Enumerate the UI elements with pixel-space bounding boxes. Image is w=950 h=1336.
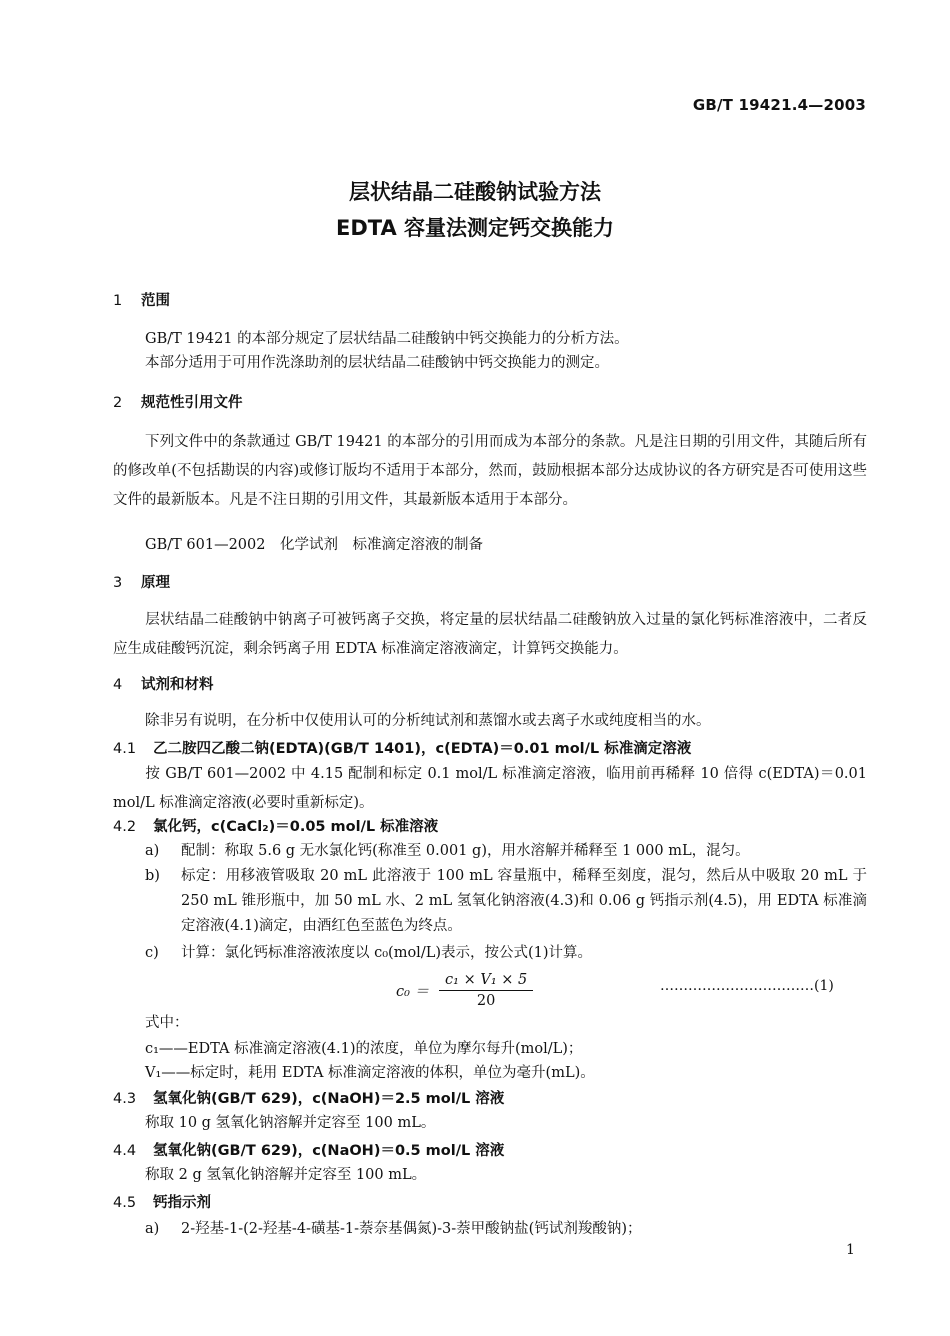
- document-title: [0, 174, 950, 246]
- subsection-4-4-heading: [113, 1140, 504, 1162]
- s1-paragraph-2: 本部分适用于可用作洗涤助剂的层状结晶二硅酸钠中钙交换能力的测定。: [145, 355, 609, 371]
- item-label: b): [145, 868, 160, 884]
- subsection-number: 4.4: [113, 1143, 137, 1159]
- s45-item-a: [145, 1218, 641, 1240]
- item-text: 标定：用移液管吸取 20 mL 此溶液于 100 mL 容量瓶中，稀释至刻度，混匀，然后从中吸取 20 mL 于 250 mL 锥形瓶中，加 50 mL 水、2 mL 氢氧化钠溶液(4.3)和 0.06 g 钙指示剂(4.5)，用 EDTA 标准滴定溶液(4.1)滴定，由酒红色至蓝色为终点。: [181, 868, 867, 934]
- s42-item-a: [145, 840, 750, 862]
- variable-v1: V₁——标定时，耗用 EDTA 标准滴定溶液的体积，单位为毫升(mL)。: [145, 1065, 595, 1081]
- formula-denominator: 20: [476, 993, 496, 1009]
- item-text: 2-羟基-1-(2-羟基-4-磺基-1-萘奈基偶氮)-3-萘甲酸钠盐(钙试剂羧酸钠)；: [181, 1221, 642, 1237]
- s3-paragraph-1-text: 层状结晶二硅酸钠中钠离子可被钙离子交换，将定量的层状结晶二硅酸钠放入过量的氯化钙标准溶液中，二者反应生成硅酸钙沉淀，剩余钙离子用 EDTA 标准滴定溶液滴定，计算钙交换能力。: [113, 612, 867, 657]
- s42-item-b: [145, 864, 867, 939]
- where-label: 式中：: [145, 1015, 189, 1031]
- s41-body-text: 按 GB/T 601—2002 中 4.15 配制和标定 0.1 mol/L 标准滴定溶液，临用前再稀释 10 倍得 c(EDTA)＝0.01 mol/L 标准滴定溶液(必要时重新标定)。: [113, 766, 867, 811]
- s2-paragraph-1: [113, 428, 867, 515]
- item-text: 配制：称取 5.6 g 无水氯化钙(称准至 0.001 g)，用水溶解并稀释至 1 000 mL，混匀。: [181, 843, 750, 859]
- s43-body: 称取 10 g 氢氧化钠溶解并定容至 100 mL。: [145, 1115, 436, 1131]
- subsection-4-5-heading: [113, 1192, 211, 1214]
- s1-paragraph-1: GB/T 19421 的本部分规定了层状结晶二硅酸钠中钙交换能力的分析方法。: [145, 331, 629, 347]
- section-number: 4: [113, 677, 123, 693]
- page-number: 1: [846, 1242, 855, 1258]
- subsection-number: 4.1: [113, 741, 137, 757]
- section-3-heading: [113, 572, 170, 594]
- subsection-4-1-heading: [113, 738, 691, 760]
- section-1-heading: [113, 290, 170, 312]
- section-number: 3: [113, 575, 123, 591]
- section-title: 试剂和材料: [141, 677, 214, 693]
- s42-item-c: [145, 942, 592, 964]
- subsection-4-2-heading: [113, 816, 438, 838]
- subsection-title: 氯化钙，c(CaCl₂)＝0.05 mol/L 标准溶液: [153, 819, 439, 835]
- subsection-number: 4.2: [113, 819, 137, 835]
- s3-paragraph-1: [113, 606, 867, 664]
- formula-numerator: c₁ × V₁ × 5: [439, 972, 533, 991]
- section-number: 1: [113, 293, 123, 309]
- formula-lhs: c₀ ＝: [396, 984, 430, 1000]
- section-number: 2: [113, 395, 123, 411]
- section-4-heading: [113, 674, 214, 696]
- s2-paragraph-1-text: 下列文件中的条款通过 GB/T 19421 的本部分的引用而成为本部分的条款。凡是注日期的引用文件，其随后所有的修改单(不包括勘误的内容)或修订版均不适用于本部分，然而，鼓励根据本部分达成协议的各方研究是否可使用这些文件的最新版本。凡是不注日期的引用文件，其最新版本适用于本部分。: [113, 434, 867, 508]
- item-label: a): [145, 843, 160, 859]
- standard-code: GB/T 19421.4—2003: [692, 96, 866, 114]
- formula-1: [396, 972, 533, 1009]
- title-line-2: EDTA 容量法测定钙交换能力: [335, 216, 615, 240]
- subsection-title: 氢氧化钠(GB/T 629)，c(NaOH)＝0.5 mol/L 溶液: [153, 1143, 505, 1159]
- subsection-4-3-heading: [113, 1088, 504, 1110]
- item-label: c): [145, 945, 159, 961]
- item-text: 计算：氯化钙标准溶液浓度以 c₀(mol/L)表示，按公式(1)计算。: [181, 945, 593, 961]
- formula-number: ……………………………(1): [660, 978, 834, 994]
- s4-paragraph-1: 除非另有说明，在分析中仅使用认可的分析纯试剂和蒸馏水或去离子水或纯度相当的水。: [145, 713, 711, 729]
- item-label: a): [145, 1221, 160, 1237]
- s44-body: 称取 2 g 氢氧化钠溶解并定容至 100 mL。: [145, 1167, 427, 1183]
- subsection-number: 4.5: [113, 1195, 137, 1211]
- subsection-title: 氢氧化钠(GB/T 629)，c(NaOH)＝2.5 mol/L 溶液: [153, 1091, 505, 1107]
- section-2-heading: [113, 392, 243, 414]
- subsection-title: 乙二胺四乙酸二钠(EDTA)(GB/T 1401)，c(EDTA)＝0.01 mol/L 标准滴定溶液: [153, 741, 692, 757]
- variable-c1: c₁——EDTA 标准滴定溶液(4.1)的浓度，单位为摩尔每升(mol/L)；: [145, 1041, 583, 1057]
- section-title: 原理: [141, 575, 170, 591]
- section-title: 规范性引用文件: [141, 395, 243, 411]
- formula-fraction: [439, 972, 533, 1009]
- subsection-number: 4.3: [113, 1091, 137, 1107]
- subsection-title: 钙指示剂: [153, 1195, 211, 1211]
- section-title: 范围: [141, 293, 170, 309]
- title-line-1: 层状结晶二硅酸钠试验方法: [349, 180, 601, 204]
- s41-body: [113, 760, 867, 818]
- s2-reference: GB/T 601—2002 化学试剂 标准滴定溶液的制备: [145, 537, 483, 553]
